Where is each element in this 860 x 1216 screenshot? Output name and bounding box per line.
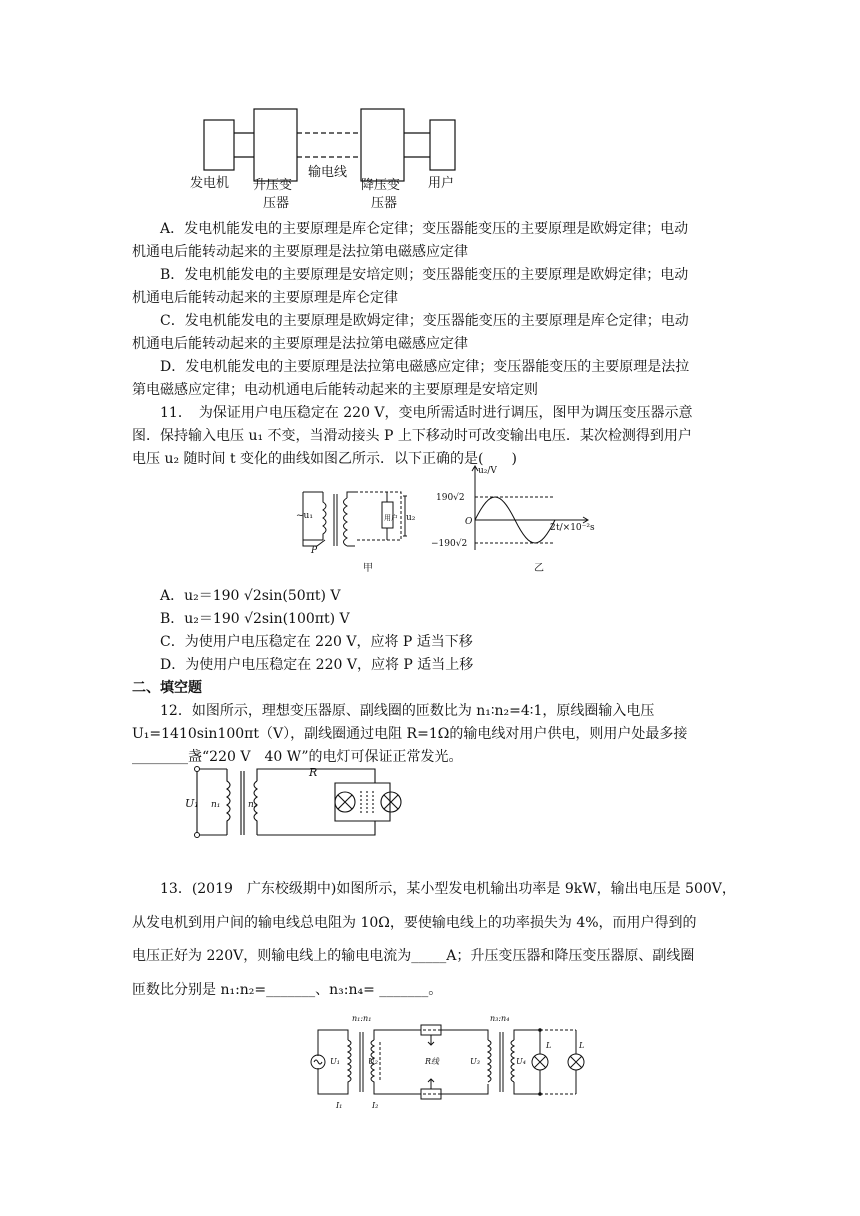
xlabel: t/×10⁻²s: [556, 523, 595, 533]
n34-label: n₃:n₄: [490, 1014, 510, 1023]
q10-option-b-1: B．发电机能发电的主要原理是安培定则；变压器能变压的主要原理是欧姆定律；电动: [160, 267, 689, 283]
ylabel: u₂/V: [478, 466, 497, 476]
q12-stem-2: U₁=1410sin100πt（V），副线圈通过电阻 R=1Ω的输电线对用户供电，则用户处最多接: [132, 726, 688, 742]
i2-label: I₂: [372, 1101, 379, 1110]
fig-jia-caption: 甲: [363, 563, 373, 574]
i1-label: I₁: [336, 1101, 343, 1110]
q10-option-d-2: 第电磁感应定律；电动机通电后能转动起来的主要原理是安培定则: [132, 382, 538, 398]
q10-option-c-2: 机通电后能转动起来的主要原理是法拉第电磁感应定律: [132, 336, 468, 352]
x2-tick-label: 2: [550, 523, 556, 533]
q11-stem-1: 11． 为保证用户电压稳定在 220 V，变电所需适时进行调压，图甲为调压变压器示意: [160, 405, 693, 421]
q10-option-a-1: A．发电机能发电的主要原理是库仑定律；变压器能变压的主要原理是欧姆定律；电动: [160, 221, 689, 237]
origin-label: O: [465, 517, 473, 527]
q13-stem-2: 从发电机到用户间的输电线总电阻为 10Ω，要使输电线上的功率损失为 4%，而用户得到的: [132, 915, 697, 931]
u2-label: u₂: [406, 513, 416, 523]
fig-yi-caption: 乙: [534, 563, 544, 574]
u3-label: U₃: [470, 1057, 480, 1066]
step-down-label-2: 压器: [371, 196, 398, 211]
n2-label: n₂: [248, 800, 258, 810]
q10-option-d-1: D．发电机能发电的主要原理是法拉第电磁感应定律；变压器能变压的主要原理是法拉: [160, 359, 690, 375]
u1-label: U₁: [330, 1057, 340, 1066]
user-label: 用户: [428, 176, 455, 191]
n12-label: n₁:n₁: [352, 1014, 372, 1023]
q12-circuit-figure: [185, 763, 425, 845]
step-up-label-2: 压器: [263, 196, 290, 211]
regulating-transformer-figure: [293, 484, 423, 576]
step-up-label-1: 升压变: [253, 178, 293, 193]
voltage-waveform-figure: [428, 462, 598, 576]
q10-option-c-1: C．发电机能发电的主要原理是欧姆定律；变压器能变压的主要原理是库仑定律；电动: [160, 313, 689, 329]
u2-label: U₂: [368, 1057, 378, 1066]
q11-option-c: C．为使用户电压稳定在 220 V，应将 P 适当下移: [160, 634, 473, 650]
q11-option-b: B．u₂＝190 √2sin(100πt) V: [160, 611, 350, 627]
q13-stem-1: 13．(2019 广东校级期中)如图所示，某小型发电机输出功率是 9kW，输出电压是 500V，: [160, 881, 736, 897]
ymin-label: −190√2: [431, 539, 468, 549]
lamp-label-2: L: [579, 1041, 585, 1050]
line-resistance-label: R线: [425, 1057, 440, 1066]
q12-stem-3: ________盏“220 V 40 W”的电灯可保证正常发光。: [132, 749, 463, 765]
p-label: P: [311, 546, 318, 556]
generator-label: 发电机: [190, 176, 230, 191]
q13-stem-3: 电压正好为 220V，则输电线上的输电电流为_____A；升压变压器和降压变压器原、副线圈: [132, 948, 695, 964]
q13-stem-4: 匝数比分别是 n₁:n₂=_______、n₃:n₄= _______。: [132, 982, 443, 998]
q11-option-d: D．为使用户电压稳定在 220 V，应将 P 适当上移: [160, 657, 474, 673]
q11-stem-3: 电压 u₂ 随时间 t 变化的曲线如图乙所示．以下正确的是( ): [132, 451, 517, 467]
ymax-label: 190√2: [436, 493, 465, 503]
step-down-label-1: 降压变: [361, 178, 401, 193]
u1-label: ~u₁: [296, 511, 313, 521]
u4-label: U₄: [516, 1057, 526, 1066]
q11-stem-2: 图．保持输入电压 u₁ 不变，当滑动接头 P 上下移动时可改变输出电压．某次检测得到用户: [132, 428, 692, 444]
transmission-block-diagram: [185, 100, 475, 215]
q12-stem-1: 12．如图所示，理想变压器原、副线圈的匝数比为 n₁∶n₂=4∶1，原线圈输入电压: [160, 703, 655, 719]
load-label: 用户: [384, 514, 398, 522]
q11-option-a: A．u₂＝190 √2sin(50πt) V: [160, 588, 341, 604]
q10-option-b-2: 机通电后能转动起来的主要原理是库仑定律: [132, 290, 398, 306]
line-label: 输电线: [308, 165, 348, 180]
section-heading: 二、填空题: [132, 680, 202, 696]
lamp-label-1: L: [546, 1041, 552, 1050]
n1-label: n₁: [211, 800, 221, 810]
q13-transmission-circuit: [308, 1012, 598, 1112]
u1-label: U₁: [185, 797, 199, 810]
q10-option-a-2: 机通电后能转动起来的主要原理是法拉第电磁感应定律: [132, 244, 468, 260]
resistor-label: R: [309, 766, 318, 779]
